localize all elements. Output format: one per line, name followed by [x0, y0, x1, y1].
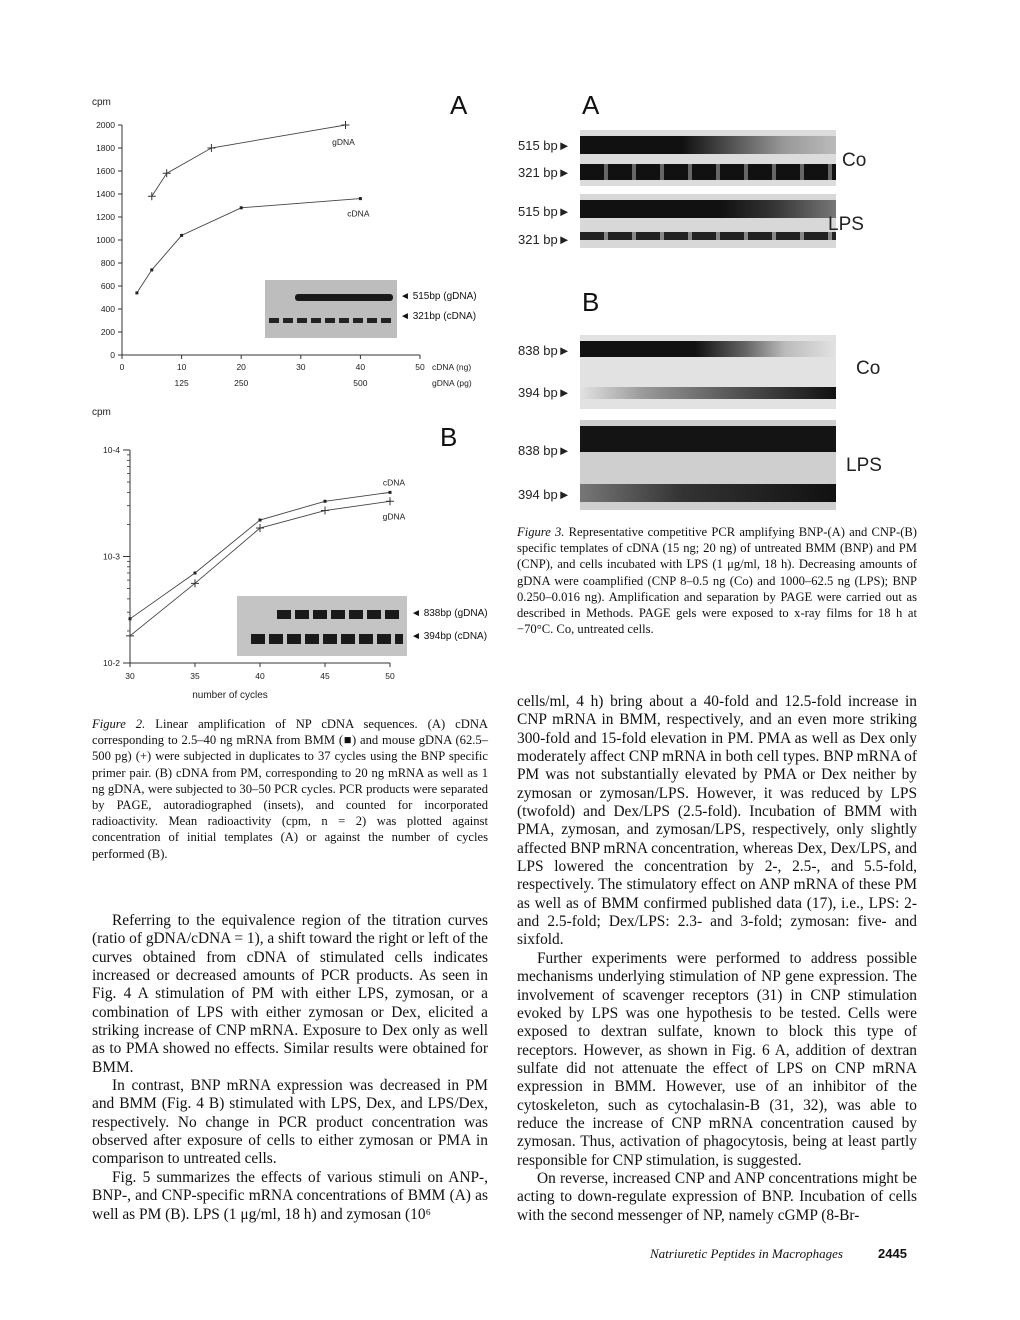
figure-2-caption	[92, 716, 488, 862]
running-title: Natriuretic Peptides in Macrophages	[650, 1246, 843, 1261]
gel-3a-lps-label-top: 515 bp►	[518, 204, 571, 219]
inset-b-label-cdna: ◄ 394bp (cDNA)	[411, 631, 488, 642]
inset-a-label-cdna: ◄ 321bp (cDNA)	[400, 311, 477, 322]
x-secondary-tick-label: 250	[234, 378, 249, 388]
gel-3b-co	[580, 335, 836, 409]
y-tick-label: 1200	[96, 212, 115, 222]
gel-3a-co-condition: Co	[842, 150, 867, 171]
x-tick-label: 35	[190, 671, 200, 681]
y-tick-label: 10-2	[102, 658, 120, 668]
x-tick-label: 30	[125, 671, 135, 681]
gel-3a-lps	[580, 194, 836, 248]
figure-3a-panel-letter: A	[582, 90, 600, 120]
figure-2-caption-title: Figure 2.	[92, 717, 146, 731]
data-point	[259, 519, 262, 522]
gel-3a-co-label-top: 515 bp►	[518, 138, 571, 153]
figure-2a-chart	[92, 97, 472, 388]
gel-band	[580, 136, 836, 154]
figure-2b-inset-gel	[237, 596, 407, 656]
data-point	[150, 268, 153, 271]
gel-3a-co	[580, 130, 836, 186]
x-axis-label: number of cycles	[192, 690, 268, 701]
series-label: cDNA	[347, 208, 370, 219]
gel-3a-lps-label-bottom: 321 bp►	[518, 232, 571, 247]
figure-2b-panel-letter: B	[440, 422, 458, 452]
data-point	[389, 491, 392, 494]
figure-3-caption-text: Representative competitive PCR amplifying BNP-(A) and CNP-(B) specific templates of cDNA (15 ng; 20 ng) of untreated BMM (BNP) and PM (CNP), and cells incubated with LPS (1 μg/ml, 18 h). Decreasing amounts of gDNA were coamplified (CNP 8–0.5 ng (Co) and 1000–62.5 ng (LPS); BNP 0.250–0.016 ng). Amplification and separation by PAGE were carried out as described in Methods. PAGE gels were exposed to x-ray films for 18 h at −70°C. Co, untreated cells.	[517, 525, 917, 637]
data-point	[194, 571, 197, 574]
gel-band	[580, 484, 836, 502]
data-point	[129, 617, 132, 620]
data-point	[359, 197, 362, 200]
gel-band	[580, 387, 836, 399]
series-line-gDNA	[152, 125, 346, 196]
series-line-cDNA	[137, 199, 361, 293]
data-point	[386, 497, 394, 505]
y-axis-label: cpm	[92, 97, 111, 108]
data-point	[180, 234, 183, 237]
x-tick-label: 30	[296, 362, 306, 372]
x-axis-label: cDNA (ng)	[432, 362, 472, 372]
gel-3b-co-label-top: 838 bp►	[518, 343, 571, 358]
gel-3a-lps-condition: LPS	[828, 214, 864, 235]
gel-band	[251, 634, 403, 644]
data-point	[207, 144, 215, 152]
data-point	[342, 121, 350, 129]
paragraph: Referring to the equivalence region of the titration curves (ratio of gDNA/cDNA = 1), a shift toward the right or left of the curves obtained from cDNA of stimulated cells indicates increased or decreased amounts of PCR products. As seen in Fig. 4 A stimulation of PM with either LPS, zymosan, or a combination of LPS with either zymosan or Dex, elicited a striking increase of CNP mRNA. Exposure to Dex only as well as to PMA showed no effects. Similar results were obtained for BMM.	[92, 912, 488, 1076]
gel-band	[277, 610, 403, 619]
gel-band	[269, 318, 393, 323]
gel-band	[580, 426, 836, 452]
y-tick-label: 1000	[96, 235, 115, 245]
figure-2-caption-text: Linear amplification of NP cDNA sequences. (A) cDNA corresponding to 2.5–40 ng mRNA from BMM (■) and mouse gDNA (62.5–500 pg) (+) were subjected in duplicates to 37 cycles using the BNP specific primer pair. (B) cDNA from PM, corresponding to 20 ng mRNA as well as 1 ng gDNA, were subjected to 30–50 PCR cycles. PCR products were separated by PAGE, autoradiographed (insets), and counted for incorporated radioactivity. Mean radioactivity (cpm, n = 2) was plotted against concentration of initial templates (A) or against the number of cycles performed (B).	[92, 717, 489, 861]
paragraph: Further experiments were performed to address possible mechanisms underlying stimulation of NP gene expression. The involvement of scavenger receptors (31) in CNP stimulation evoked by LPS was one hypothesis to be tested. Cells were exposed to dextran sulfate, known to block this type of receptors. However, as shown in Fig. 6 A, addition of dextran sulfate did not attenuate the effect of LPS on CNP mRNA expression in BMM. However, use of an inhibitor of the cytoskeleton, such as cytochalasin-B (31, 32), was able to reduce the increase of CNP mRNA concentration caused by zymosan. Thus, activation of phagocytosis, being at least partly responsible for CNP stimulation, is suggested.	[517, 949, 917, 1169]
x-secondary-tick-label: 500	[353, 378, 368, 388]
x-secondary-axis-label: gDNA (pg)	[432, 378, 472, 388]
gel-band	[295, 294, 393, 301]
y-tick-label: 1600	[96, 166, 115, 176]
y-axis-label: cpm	[92, 407, 111, 418]
y-tick-label: 2000	[96, 120, 115, 130]
paragraph: Fig. 5 summarizes the effects of various stimuli on ANP-, BNP-, and CNP-specific mRNA concentrations of BMM (A) as well as PM (B). LPS (1 μg/ml, 18 h) and zymosan (10⁶	[92, 1168, 488, 1223]
gel-3b-co-label-bottom: 394 bp►	[518, 385, 571, 400]
gel-3b-lps-label-bottom: 394 bp►	[518, 487, 571, 502]
gel-band	[580, 341, 836, 357]
gel-3b-lps-label-top: 838 bp►	[518, 443, 571, 458]
left-column-text	[92, 912, 488, 1224]
paragraph: On reverse, increased CNP and ANP concentrations might be acting to down-regulate expression of BNP. Incubation of cells with the second messenger of NP, namely cGMP (8-Br-	[517, 1169, 917, 1224]
y-tick-label: 10-3	[102, 551, 120, 562]
data-point	[163, 169, 171, 177]
series-label: gDNA	[382, 511, 406, 522]
data-point	[148, 192, 156, 200]
y-tick-label: 400	[100, 304, 115, 314]
y-tick-label: 1800	[96, 143, 115, 153]
inset-b-label-gdna: ◄ 838bp (gDNA)	[411, 608, 488, 619]
y-tick-label: 200	[100, 327, 115, 337]
figure-3-caption-title: Figure 3.	[517, 525, 565, 539]
y-tick-label: 800	[100, 258, 115, 268]
x-tick-label: 20	[236, 362, 246, 372]
gel-3a-co-label-bottom: 321 bp►	[518, 165, 571, 180]
gel-3b-lps	[580, 420, 836, 510]
y-tick-label: 600	[100, 281, 115, 291]
right-column-text	[517, 693, 917, 1225]
x-tick-label: 40	[355, 362, 366, 372]
page-number: 2445	[878, 1246, 907, 1261]
figure-3b-panel-letter: B	[582, 287, 600, 317]
x-tick-label: 10	[176, 362, 187, 372]
gel-band	[580, 164, 836, 180]
gel-3b-lps-condition: LPS	[846, 455, 882, 476]
inset-a-label-gdna: ◄ 515bp (gDNA)	[400, 291, 477, 302]
figure-2b-chart	[92, 407, 406, 701]
gel-3b-co-condition: Co	[856, 358, 881, 379]
gel-band	[580, 232, 836, 240]
figure-3-caption	[517, 524, 917, 637]
x-tick-label: 50	[385, 671, 395, 681]
figure-2a-panel-letter: A	[450, 90, 468, 120]
y-tick-label: 10-4	[102, 445, 120, 455]
gel-band	[580, 200, 836, 218]
data-point	[240, 206, 243, 209]
paragraph: In contrast, BNP mRNA expression was decreased in PM and BMM (Fig. 4 B) stimulated with LPS, Dex, and LPS/Dex, respectively. No change in PCR product concentration was observed after exposure of cells to either zymosan or PMA in comparison to untreated cells.	[92, 1077, 488, 1168]
y-tick-label: 0	[110, 350, 115, 360]
x-tick-label: 45	[320, 671, 330, 681]
x-tick-label: 50	[415, 362, 425, 372]
data-point	[321, 507, 329, 515]
x-tick-label: 40	[255, 671, 265, 681]
y-tick-label: 1400	[96, 189, 115, 199]
data-point	[135, 291, 138, 294]
series-label: gDNA	[332, 137, 355, 147]
x-tick-label: 0	[119, 362, 125, 372]
series-label: cDNA	[382, 477, 406, 488]
data-point	[324, 500, 327, 503]
x-secondary-tick-label: 125	[174, 378, 189, 388]
figure-2a-inset-gel	[265, 280, 397, 338]
paragraph: cells/ml, 4 h) bring about a 40-fold and 12.5-fold increase in CNP mRNA in BMM, respectively, and an even more striking 300-fold and 15-fold elevation in PM. PMA as well as Dex only moderately affect CNP mRNA in both cell types. BNP mRNA of PM was not substantially elevated by PMA or Dex neither by zymosan or zymosan/LPS. However, it was reduced by LPS (twofold) and Dex/LPS (2.5-fold). Incubation of BMM with PMA, zymosan, and zymosan/LPS, respectively, only slightly affected BNP mRNA concentration, whereas Dex, Dex/LPS, and LPS lowered the concentration by 2-, 2.5-, and 5.5-fold, respectively. The stimulatory effect on ANP mRNA of these PM as well as of BMM confirmed published data (17), i.e., LPS: 2- and 2.5-fold; Dex/LPS: 2.3- and 3-fold; zymosan: five- and sixfold.	[517, 693, 917, 949]
